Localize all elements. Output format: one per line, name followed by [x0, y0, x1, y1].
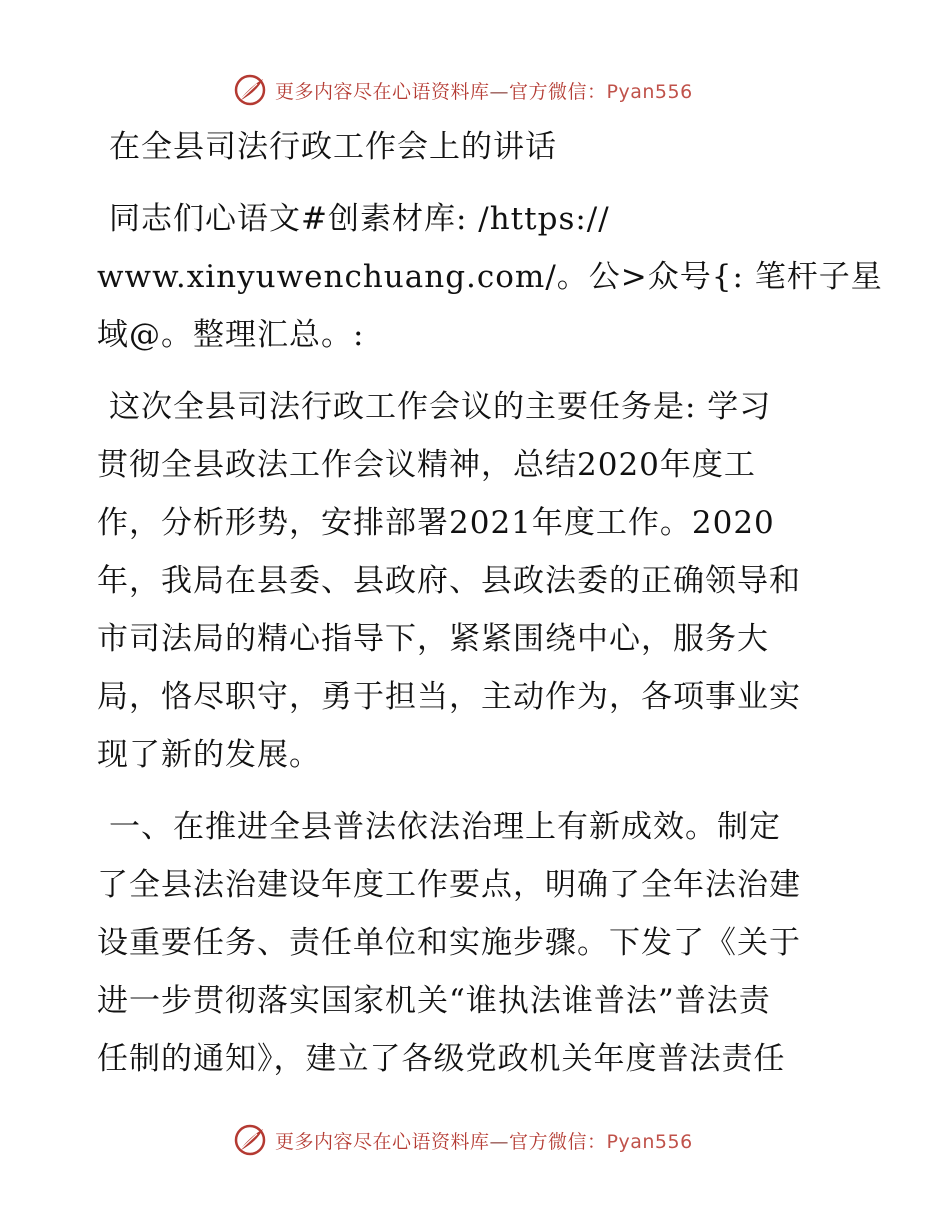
header-watermark: [233, 72, 693, 108]
paragraph-line: 进一步贯彻落实国家机关“谁执法谁普法”普法责: [97, 983, 771, 1019]
paragraph-line: 局，恪尽职守，勇于担当，主动作为，各项事业实: [97, 679, 801, 715]
document-body: [97, 118, 883, 1088]
watermark-official: 官方微信：: [509, 80, 607, 103]
paragraph-line: 一、在推进全县普法依法治理上有新成效。制定: [109, 809, 781, 845]
paragraph-line: 了全县法治建设年度工作要点，明确了全年法治建: [97, 867, 801, 903]
paragraph-line: 贯彻全县政法工作会议精神，总结2020年度工: [97, 447, 756, 483]
paragraph-line: 年，我局在县委、县政府、县政法委的正确领导和: [97, 563, 801, 599]
paragraph-line: 市司法局的精心指导下，紧紧围绕中心，服务大: [97, 621, 769, 657]
watermark-dash: —: [489, 1130, 510, 1153]
watermark-text: [275, 77, 693, 104]
watermark-main: 更多内容尽在心语资料库: [275, 80, 490, 103]
paragraph-line: 这次全县司法行政工作会议的主要任务是: 学习: [109, 389, 772, 425]
watermark-text: [275, 1127, 693, 1154]
watermark-main: 更多内容尽在心语资料库: [275, 1130, 490, 1153]
paragraph-line: 作，分析形势，安排部署2021年度工作。2020: [97, 505, 775, 541]
header-line: 同志们心语文#创素材库: /https://: [109, 201, 610, 237]
paragraph-line: 设重要任务、责任单位和实施步骤。下发了《关于: [97, 925, 801, 961]
paragraph-line: 现了新的发展。: [97, 737, 321, 773]
header-line: www.xinyuwenchuang.com/。公>众号{: 笔杆子星: [97, 259, 883, 295]
watermark-official: 官方微信：: [509, 1130, 607, 1153]
feather-pen-logo-icon: [233, 1123, 267, 1157]
watermark-handle: Pyan556: [606, 1130, 693, 1153]
footer-watermark: [233, 1122, 693, 1158]
watermark-handle: Pyan556: [606, 80, 693, 103]
feather-pen-logo-icon: [233, 73, 267, 107]
document-title: 在全县司法行政工作会上的讲话: [109, 129, 557, 165]
paragraph-line: 任制的通知》，建立了各级党政机关年度普法责任: [97, 1041, 786, 1077]
header-line: 域@。整理汇总。:: [97, 317, 365, 353]
watermark-dash: —: [489, 80, 510, 103]
